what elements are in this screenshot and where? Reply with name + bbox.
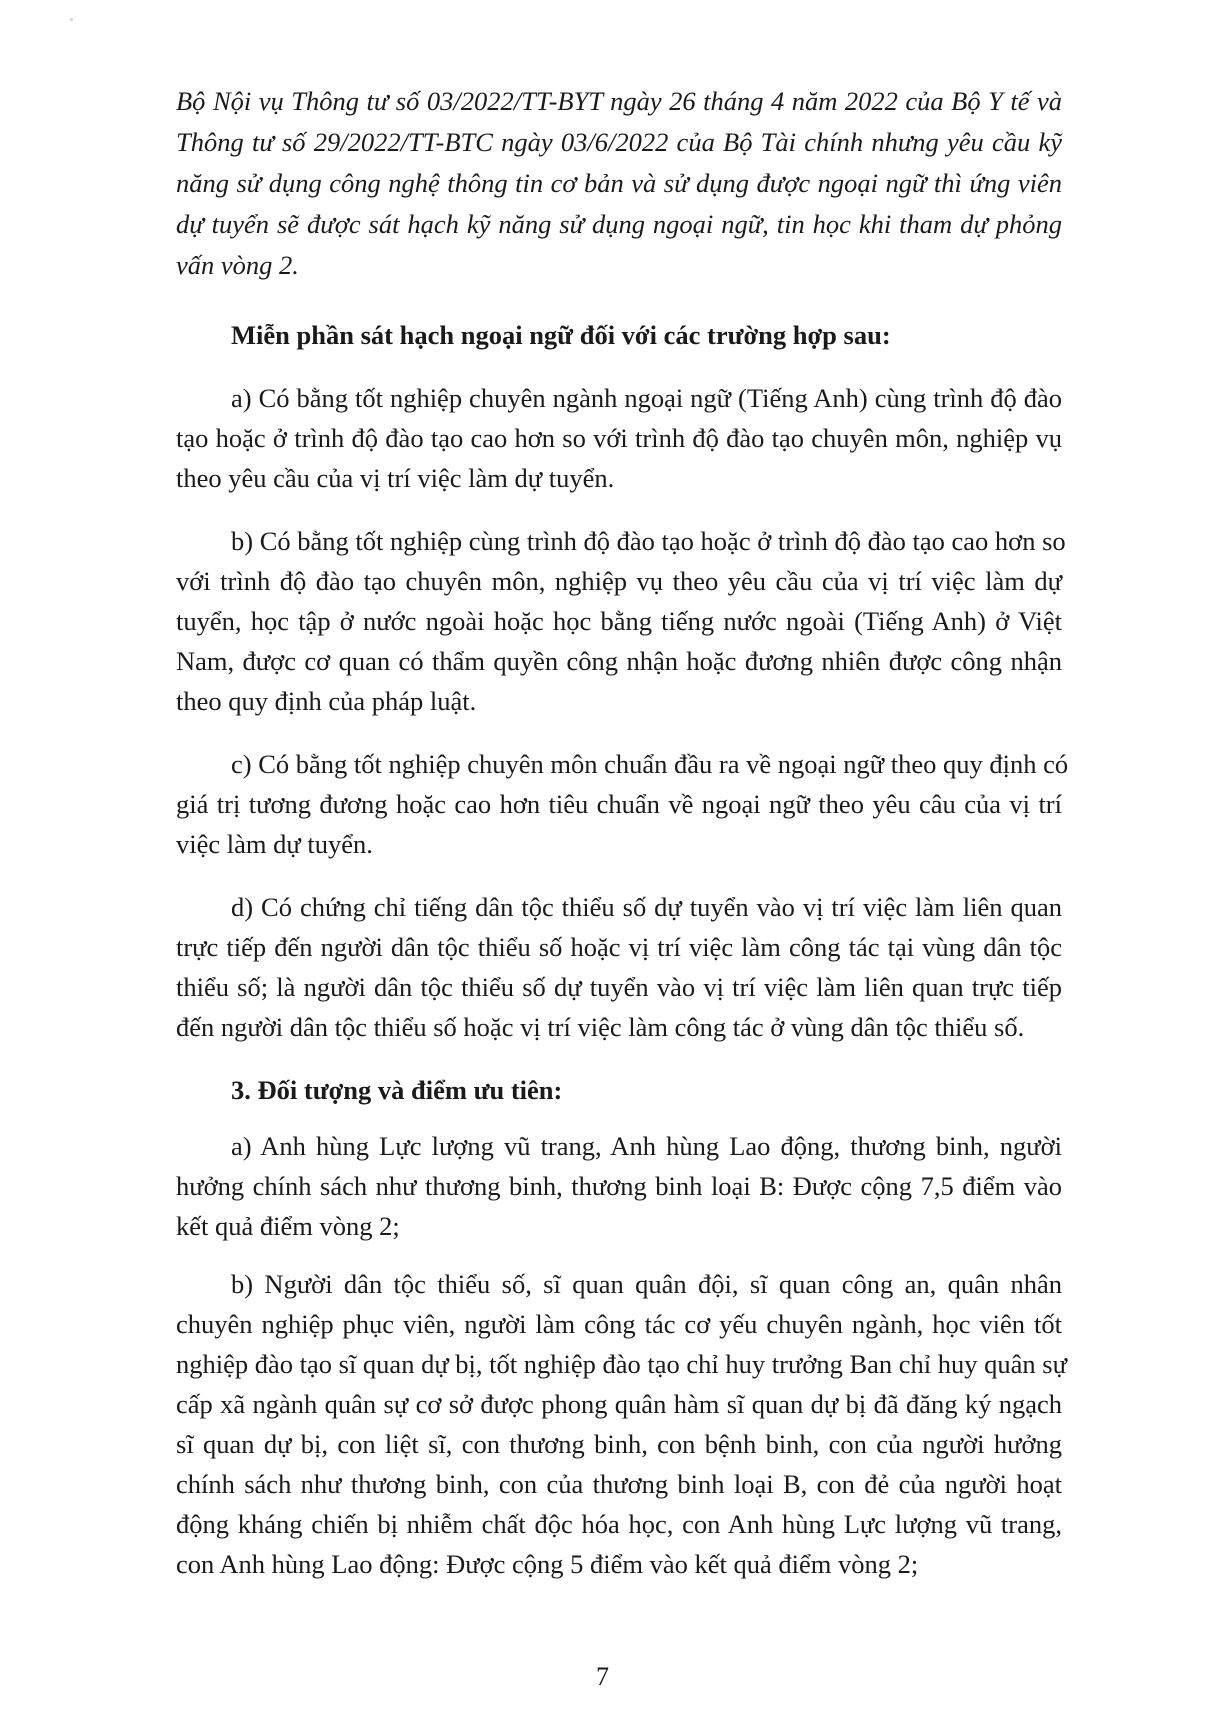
scan-speck [70, 18, 73, 21]
priority-b-line: nghiệp đào tạo sĩ quan dự bị, tốt nghiệp đào tạo chỉ huy trưởng Ban chỉ huy quân sự [176, 1349, 1067, 1379]
priority-b-line: cấp xã ngành quân sự cơ sở được phong quân hàm sĩ quan dự bị đã đăng ký ngạch [176, 1389, 1062, 1419]
exemption-c-line: c) Có bằng tốt nghiệp chuyên môn chuẩn đầu ra về ngoại ngữ theo quy định có [231, 749, 1069, 779]
priority-b-line: sĩ quan dự bị, con liệt sĩ, con thương binh, con bệnh binh, con của người hưởng [176, 1429, 1062, 1459]
exemption-d-line: thiểu số; là người dân tộc thiểu số dự tuyển vào vị trí việc làm liên quan trực tiếp [176, 972, 1062, 1002]
exemption-a-line: a) Có bằng tốt nghiệp chuyên ngành ngoại ngữ (Tiếng Anh) cùng trình độ đào [231, 383, 1062, 413]
exemption-d-line: d) Có chứng chỉ tiếng dân tộc thiểu số dự tuyển vào vị trí việc làm liên quan [231, 892, 1062, 922]
intro-line: dự tuyển sẽ được sát hạch kỹ năng sử dụng ngoại ngữ, tin học khi tham dự phỏng [176, 209, 1062, 239]
priority-a-line: hưởng chính sách như thương binh, thương binh loại B: Được cộng 7,5 điểm vào [176, 1171, 1062, 1201]
exemption-b-line: b) Có bằng tốt nghiệp cùng trình độ đào tạo hoặc ở trình độ đào tạo cao hơn so [231, 526, 1066, 556]
exemption-a-line: tạo hoặc ở trình độ đào tạo cao hơn so với trình độ đào tạo chuyên môn, nghiệp vụ [176, 423, 1062, 453]
intro-line: vấn vòng 2. [176, 250, 299, 280]
priority-b-line: chính sách như thương binh, con của thương binh loại B, con đẻ của người hoạt [176, 1469, 1062, 1499]
priority-b-line: con Anh hùng Lao động: Được cộng 5 điểm vào kết quả điểm vòng 2; [176, 1549, 919, 1579]
exemption-b-line: Nam, được cơ quan có thẩm quyền công nhận hoặc đương nhiên được công nhận [176, 646, 1062, 676]
exemption-c-line: giá trị tương đương hoặc cao hơn tiêu chuẩn về ngoại ngữ theo yêu câu của vị trí [176, 789, 1062, 819]
intro-line: Thông tư số 29/2022/TT-BTC ngày 03/6/2022 của Bộ Tài chính nhưng yêu cầu kỹ [176, 127, 1062, 157]
exemption-d-line: trực tiếp đến người dân tộc thiểu số hoặc vị trí việc làm công tác tại vùng dân tộc [176, 932, 1062, 962]
exemption-a-line: theo yêu cầu của vị trí việc làm dự tuyển. [176, 463, 615, 493]
exemption-b-line: với trình độ đào tạo chuyên môn, nghiệp vụ theo yêu cầu của vị trí việc làm dự [176, 566, 1062, 596]
intro-line: Bộ Nội vụ Thông tư số 03/2022/TT-BYT ngày 26 tháng 4 năm 2022 của Bộ Y tế và [176, 86, 1062, 116]
intro-line: năng sử dụng công nghệ thông tin cơ bản và sử dụng được ngoại ngữ thì ứng viên [176, 168, 1062, 198]
section-3-heading: 3. Đối tượng và điểm ưu tiên: [231, 1075, 563, 1105]
exemption-d-line: đến người dân tộc thiểu số hoặc vị trí việc làm công tác ở vùng dân tộc thiểu số. [176, 1012, 1025, 1042]
priority-b-line: b) Người dân tộc thiểu số, sĩ quan quân đội, sĩ quan công an, quân nhân [231, 1269, 1062, 1299]
priority-a-line: kết quả điểm vòng 2; [176, 1211, 400, 1241]
exemption-c-line: việc làm dự tuyển. [176, 829, 373, 859]
exemption-b-line: theo quy định của pháp luật. [176, 686, 477, 716]
priority-b-line: chuyên nghiệp phục viên, người làm công tác cơ yếu chuyên ngành, học viên tốt [176, 1309, 1062, 1339]
exemption-heading: Miễn phần sát hạch ngoại ngữ đối với các trường hợp sau: [231, 320, 891, 350]
priority-a-line: a) Anh hùng Lực lượng vũ trang, Anh hùng Lao động, thương binh, người [231, 1131, 1062, 1161]
page-number: 7 [596, 1662, 609, 1691]
priority-b-line: động kháng chiến bị nhiễm chất độc hóa học, con Anh hùng Lực lượng vũ trang, [176, 1509, 1062, 1539]
exemption-b-line: tuyển, học tập ở nước ngoài hoặc học bằng tiếng nước ngoài (Tiếng Anh) ở Việt [176, 606, 1062, 636]
